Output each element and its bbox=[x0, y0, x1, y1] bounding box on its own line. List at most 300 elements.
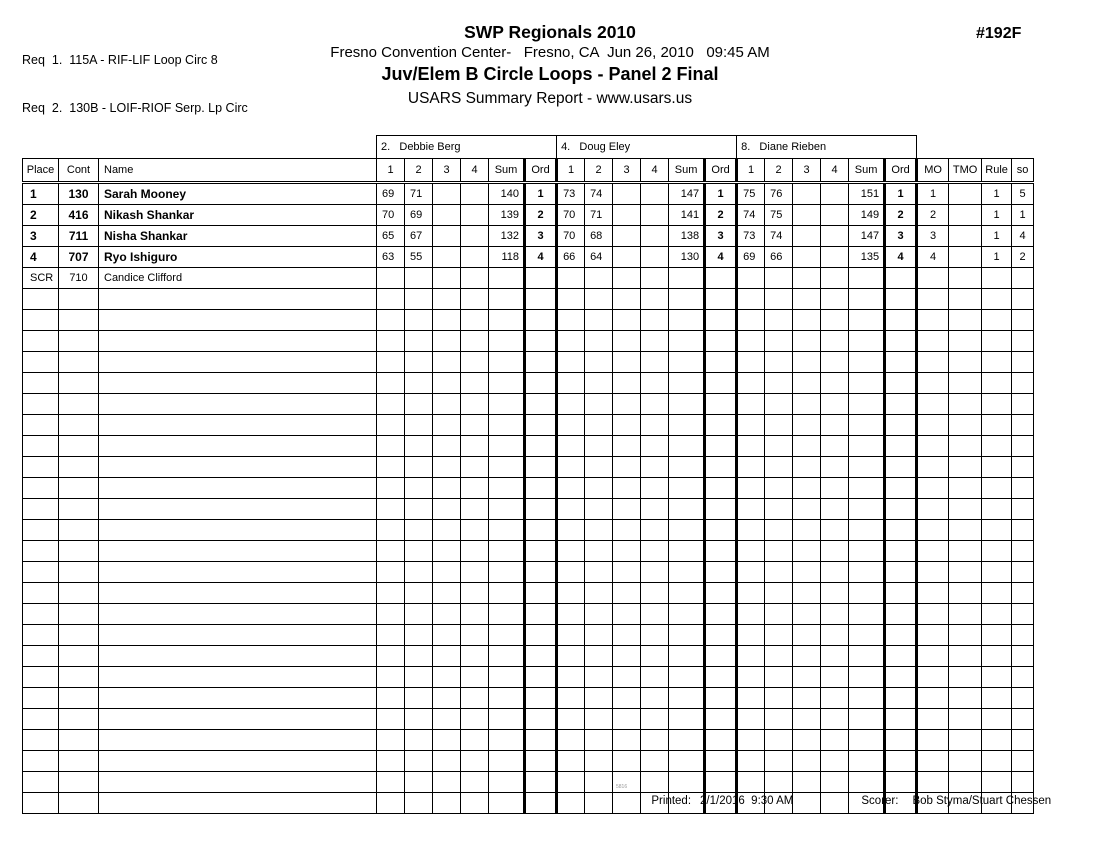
score-cell bbox=[557, 562, 585, 583]
score-cell bbox=[641, 247, 669, 268]
score-cell bbox=[377, 583, 405, 604]
mo-cell bbox=[917, 289, 949, 310]
score-cell bbox=[585, 394, 613, 415]
empty-row bbox=[23, 289, 1034, 310]
score-cell bbox=[613, 205, 641, 226]
score-cell bbox=[433, 247, 461, 268]
sum-cell bbox=[489, 688, 525, 709]
score-cell bbox=[461, 772, 489, 793]
score-cell bbox=[821, 268, 849, 289]
score-cell bbox=[377, 499, 405, 520]
score-cell bbox=[585, 541, 613, 562]
score-cell bbox=[405, 646, 433, 667]
mo-cell bbox=[917, 562, 949, 583]
mo-cell bbox=[917, 751, 949, 772]
name-cell bbox=[99, 520, 377, 541]
event-code: #192F bbox=[976, 25, 1022, 42]
name-cell bbox=[99, 604, 377, 625]
score-cell bbox=[765, 331, 793, 352]
ord-cell bbox=[525, 478, 557, 499]
score-cell bbox=[405, 667, 433, 688]
score-cell bbox=[613, 373, 641, 394]
score-cell bbox=[377, 667, 405, 688]
mo-cell bbox=[917, 709, 949, 730]
empty-row bbox=[23, 667, 1034, 688]
ord-cell bbox=[525, 268, 557, 289]
score-cell bbox=[557, 604, 585, 625]
venue-line: Fresno Convention Center- Fresno, CA Jun 26, 2010 09:45 AM bbox=[330, 44, 770, 61]
sum-cell bbox=[669, 352, 705, 373]
tmo-cell bbox=[949, 646, 982, 667]
mo-cell bbox=[917, 478, 949, 499]
score-cell: 67 bbox=[405, 226, 433, 247]
place-cell: 2 bbox=[23, 205, 59, 226]
ord-cell bbox=[885, 352, 917, 373]
score-cell bbox=[613, 646, 641, 667]
score-cell bbox=[461, 415, 489, 436]
ord-cell bbox=[885, 478, 917, 499]
sum-cell bbox=[669, 625, 705, 646]
score-cell bbox=[405, 772, 433, 793]
sum-cell: 149 bbox=[849, 205, 885, 226]
score-cell bbox=[765, 268, 793, 289]
name-cell bbox=[99, 415, 377, 436]
rule-cell: 1 bbox=[982, 183, 1012, 205]
name-cell bbox=[99, 541, 377, 562]
score-cell bbox=[613, 793, 641, 814]
sum-cell bbox=[489, 415, 525, 436]
sum-cell bbox=[489, 373, 525, 394]
sum-cell bbox=[489, 625, 525, 646]
score-cell bbox=[821, 289, 849, 310]
score-cell bbox=[613, 436, 641, 457]
tmo-cell bbox=[949, 751, 982, 772]
score-cell bbox=[433, 646, 461, 667]
score-cell bbox=[557, 520, 585, 541]
score-cell bbox=[765, 373, 793, 394]
score-cell bbox=[585, 499, 613, 520]
place-cell bbox=[23, 751, 59, 772]
empty-row bbox=[23, 415, 1034, 436]
score-cell bbox=[737, 436, 765, 457]
score-cell bbox=[821, 646, 849, 667]
ord-cell bbox=[705, 625, 737, 646]
cont-cell bbox=[59, 772, 99, 793]
sum-cell bbox=[489, 394, 525, 415]
score-cell bbox=[557, 268, 585, 289]
place-cell bbox=[23, 289, 59, 310]
score-cell bbox=[461, 205, 489, 226]
score-cell bbox=[821, 247, 849, 268]
so-cell bbox=[1012, 373, 1034, 394]
score-cell bbox=[585, 562, 613, 583]
report-type: USARS Summary Report - www.usars.us bbox=[407, 90, 693, 107]
ord-cell: 1 bbox=[705, 183, 737, 205]
tmo-cell bbox=[949, 415, 982, 436]
tmo-cell bbox=[949, 352, 982, 373]
score-cell bbox=[557, 793, 585, 814]
ord-cell bbox=[705, 604, 737, 625]
score-cell bbox=[793, 436, 821, 457]
score-cell bbox=[641, 520, 669, 541]
so-cell bbox=[1012, 604, 1034, 625]
score-cell bbox=[613, 562, 641, 583]
score-cell bbox=[377, 520, 405, 541]
score-cell bbox=[765, 310, 793, 331]
score-cell bbox=[737, 520, 765, 541]
ord-cell bbox=[885, 625, 917, 646]
ord-cell bbox=[525, 457, 557, 478]
score-cell bbox=[765, 646, 793, 667]
place-cell bbox=[23, 415, 59, 436]
name-cell: Ryo Ishiguro bbox=[99, 247, 377, 268]
ord-cell bbox=[525, 373, 557, 394]
ord-cell bbox=[705, 457, 737, 478]
cont-cell bbox=[59, 394, 99, 415]
score-cell bbox=[821, 331, 849, 352]
mo-cell bbox=[917, 667, 949, 688]
so-cell bbox=[1012, 667, 1034, 688]
tmo-cell bbox=[949, 604, 982, 625]
place-cell bbox=[23, 520, 59, 541]
score-cell bbox=[405, 289, 433, 310]
so-cell: 1 bbox=[1012, 205, 1034, 226]
ord-cell bbox=[525, 352, 557, 373]
rule-cell bbox=[982, 583, 1012, 604]
score-cell bbox=[585, 583, 613, 604]
so-cell bbox=[1012, 499, 1034, 520]
score-cell bbox=[433, 625, 461, 646]
score-cell bbox=[433, 772, 461, 793]
sum-cell bbox=[489, 436, 525, 457]
tmo-cell bbox=[949, 268, 982, 289]
judge-header: 8. Diane Rieben bbox=[737, 136, 917, 159]
cont-cell bbox=[59, 625, 99, 646]
score-cell bbox=[641, 457, 669, 478]
cont-cell bbox=[59, 520, 99, 541]
rule-cell bbox=[982, 709, 1012, 730]
score-cell bbox=[737, 541, 765, 562]
rule-cell bbox=[982, 457, 1012, 478]
score-cell bbox=[613, 331, 641, 352]
score-cell bbox=[821, 709, 849, 730]
score-cell bbox=[737, 352, 765, 373]
sum-cell bbox=[489, 751, 525, 772]
score-cell bbox=[641, 289, 669, 310]
cont-cell: 707 bbox=[59, 247, 99, 268]
score-cell bbox=[737, 289, 765, 310]
so-cell bbox=[1012, 478, 1034, 499]
score-cell bbox=[585, 772, 613, 793]
score-cell bbox=[613, 499, 641, 520]
score-cell bbox=[405, 562, 433, 583]
sum-cell bbox=[489, 562, 525, 583]
ord-cell bbox=[885, 604, 917, 625]
score-cell bbox=[433, 793, 461, 814]
score-cell bbox=[613, 583, 641, 604]
sum-cell bbox=[489, 772, 525, 793]
ord-cell: 2 bbox=[885, 205, 917, 226]
spacer-right bbox=[917, 136, 1034, 159]
score-cell: 69 bbox=[405, 205, 433, 226]
version-stamp: 5816 bbox=[616, 784, 628, 790]
ord-cell bbox=[705, 583, 737, 604]
tmo-cell bbox=[949, 499, 982, 520]
ord-cell bbox=[885, 688, 917, 709]
score-cell bbox=[765, 709, 793, 730]
score-cell bbox=[793, 541, 821, 562]
score-cell bbox=[641, 183, 669, 205]
score-cell bbox=[585, 688, 613, 709]
score-cell bbox=[405, 604, 433, 625]
score-cell bbox=[737, 667, 765, 688]
score-cell bbox=[765, 289, 793, 310]
score-cell bbox=[793, 604, 821, 625]
mo-cell bbox=[917, 331, 949, 352]
score-cell bbox=[641, 436, 669, 457]
place-cell bbox=[23, 436, 59, 457]
score-cell bbox=[377, 562, 405, 583]
sum-cell bbox=[849, 667, 885, 688]
ord-cell bbox=[525, 289, 557, 310]
score-cell: 68 bbox=[585, 226, 613, 247]
score-cell bbox=[557, 331, 585, 352]
cont-cell bbox=[59, 583, 99, 604]
name-cell: Nikash Shankar bbox=[99, 205, 377, 226]
name-cell bbox=[99, 310, 377, 331]
ord-cell bbox=[525, 688, 557, 709]
mo-cell bbox=[917, 730, 949, 751]
trial-header: 3 bbox=[433, 159, 461, 183]
name-cell bbox=[99, 457, 377, 478]
score-cell bbox=[737, 562, 765, 583]
score-cell bbox=[433, 226, 461, 247]
score-cell bbox=[461, 520, 489, 541]
ord-cell bbox=[525, 562, 557, 583]
score-cell bbox=[585, 625, 613, 646]
score-cell: 70 bbox=[557, 205, 585, 226]
so-cell bbox=[1012, 436, 1034, 457]
ord-cell bbox=[525, 709, 557, 730]
score-cell bbox=[613, 478, 641, 499]
rule-cell bbox=[982, 478, 1012, 499]
place-cell bbox=[23, 709, 59, 730]
score-cell bbox=[793, 183, 821, 205]
score-cell bbox=[377, 331, 405, 352]
place-cell bbox=[23, 604, 59, 625]
score-cell bbox=[793, 331, 821, 352]
ord-cell bbox=[885, 541, 917, 562]
score-cell bbox=[585, 331, 613, 352]
so-cell: 2 bbox=[1012, 247, 1034, 268]
score-cell bbox=[821, 730, 849, 751]
score-cell bbox=[641, 583, 669, 604]
score-cell bbox=[405, 331, 433, 352]
so-cell bbox=[1012, 730, 1034, 751]
cont-cell bbox=[59, 310, 99, 331]
score-cell bbox=[613, 247, 641, 268]
place-cell bbox=[23, 352, 59, 373]
score-cell bbox=[461, 478, 489, 499]
tmo-cell bbox=[949, 373, 982, 394]
score-cell bbox=[461, 247, 489, 268]
tmo-cell bbox=[949, 394, 982, 415]
score-cell bbox=[793, 247, 821, 268]
empty-row bbox=[23, 499, 1034, 520]
score-cell bbox=[613, 352, 641, 373]
cont-cell: 711 bbox=[59, 226, 99, 247]
name-cell bbox=[99, 751, 377, 772]
score-cell bbox=[765, 457, 793, 478]
place-cell bbox=[23, 793, 59, 814]
mo-cell bbox=[917, 688, 949, 709]
so-cell bbox=[1012, 331, 1034, 352]
rule-header: Rule bbox=[982, 159, 1012, 183]
ord-cell: 1 bbox=[885, 183, 917, 205]
ord-cell bbox=[525, 436, 557, 457]
name-cell bbox=[99, 667, 377, 688]
score-cell bbox=[433, 709, 461, 730]
sum-cell: 147 bbox=[849, 226, 885, 247]
score-cell bbox=[461, 289, 489, 310]
score-cell bbox=[793, 730, 821, 751]
ord-cell bbox=[885, 415, 917, 436]
score-cell bbox=[405, 520, 433, 541]
tmo-cell bbox=[949, 520, 982, 541]
ord-cell bbox=[525, 499, 557, 520]
score-cell bbox=[557, 541, 585, 562]
score-cell bbox=[433, 183, 461, 205]
ord-cell bbox=[525, 541, 557, 562]
sum-cell bbox=[669, 667, 705, 688]
cont-cell bbox=[59, 331, 99, 352]
sum-cell bbox=[489, 352, 525, 373]
column-header-row bbox=[23, 159, 1034, 183]
score-cell bbox=[641, 646, 669, 667]
event-title: Juv/Elem B Circle Loops - Panel 2 Final bbox=[381, 64, 719, 84]
score-cell bbox=[613, 709, 641, 730]
name-cell bbox=[99, 394, 377, 415]
score-cell bbox=[585, 667, 613, 688]
ord-cell bbox=[885, 331, 917, 352]
cont-header: Cont bbox=[59, 159, 99, 183]
judge-header-row bbox=[23, 136, 1034, 159]
name-cell bbox=[99, 793, 377, 814]
ord-cell: 4 bbox=[885, 247, 917, 268]
score-cell bbox=[793, 415, 821, 436]
judge-header: 2. Debbie Berg bbox=[377, 136, 557, 159]
score-cell: 69 bbox=[377, 183, 405, 205]
tmo-cell bbox=[949, 289, 982, 310]
score-cell bbox=[821, 793, 849, 814]
rule-cell: 1 bbox=[982, 226, 1012, 247]
scorer-names: Bob Styma/Stuart Chessen bbox=[912, 795, 1052, 807]
place-cell bbox=[23, 331, 59, 352]
name-cell bbox=[99, 709, 377, 730]
sum-cell bbox=[849, 268, 885, 289]
ord-cell bbox=[525, 310, 557, 331]
tmo-cell bbox=[949, 478, 982, 499]
place-cell: 3 bbox=[23, 226, 59, 247]
score-cell bbox=[461, 183, 489, 205]
cont-cell bbox=[59, 688, 99, 709]
mo-cell bbox=[917, 499, 949, 520]
cont-cell bbox=[59, 478, 99, 499]
score-cell bbox=[641, 499, 669, 520]
score-cell bbox=[821, 562, 849, 583]
rule-cell bbox=[982, 730, 1012, 751]
ord-header: Ord bbox=[525, 159, 557, 183]
sum-cell: 139 bbox=[489, 205, 525, 226]
so-cell bbox=[1012, 457, 1034, 478]
ord-cell bbox=[705, 373, 737, 394]
score-cell bbox=[433, 562, 461, 583]
score-cell bbox=[765, 751, 793, 772]
so-cell bbox=[1012, 352, 1034, 373]
score-cell bbox=[433, 604, 461, 625]
so-cell bbox=[1012, 415, 1034, 436]
score-cell bbox=[641, 394, 669, 415]
mo-cell: 3 bbox=[917, 226, 949, 247]
ord-cell bbox=[705, 709, 737, 730]
score-cell: 64 bbox=[585, 247, 613, 268]
sum-cell bbox=[669, 562, 705, 583]
score-cell bbox=[405, 751, 433, 772]
score-cell bbox=[377, 268, 405, 289]
score-cell bbox=[557, 310, 585, 331]
name-cell bbox=[99, 331, 377, 352]
sum-cell bbox=[669, 520, 705, 541]
so-cell bbox=[1012, 751, 1034, 772]
score-cell bbox=[557, 709, 585, 730]
ord-cell: 2 bbox=[705, 205, 737, 226]
score-cell bbox=[433, 436, 461, 457]
score-cell bbox=[557, 289, 585, 310]
score-cell bbox=[585, 709, 613, 730]
score-cell bbox=[793, 688, 821, 709]
score-cell bbox=[461, 751, 489, 772]
place-cell bbox=[23, 394, 59, 415]
score-cell bbox=[377, 541, 405, 562]
ord-cell bbox=[525, 394, 557, 415]
score-cell bbox=[613, 541, 641, 562]
sum-cell bbox=[489, 646, 525, 667]
score-cell: 66 bbox=[557, 247, 585, 268]
ord-cell bbox=[705, 667, 737, 688]
score-cell bbox=[641, 625, 669, 646]
trial-header: 1 bbox=[737, 159, 765, 183]
table-row bbox=[23, 268, 1034, 289]
empty-row bbox=[23, 688, 1034, 709]
score-cell bbox=[461, 226, 489, 247]
mo-cell bbox=[917, 394, 949, 415]
score-cell bbox=[737, 415, 765, 436]
score-cell bbox=[821, 183, 849, 205]
score-cell bbox=[737, 478, 765, 499]
score-cell bbox=[461, 709, 489, 730]
place-cell bbox=[23, 625, 59, 646]
score-cell bbox=[793, 520, 821, 541]
score-cell bbox=[641, 562, 669, 583]
tmo-cell bbox=[949, 730, 982, 751]
ord-cell bbox=[525, 646, 557, 667]
cont-cell bbox=[59, 751, 99, 772]
ord-cell bbox=[705, 562, 737, 583]
rule-cell bbox=[982, 646, 1012, 667]
ord-cell bbox=[885, 457, 917, 478]
so-cell bbox=[1012, 520, 1034, 541]
score-cell bbox=[641, 415, 669, 436]
